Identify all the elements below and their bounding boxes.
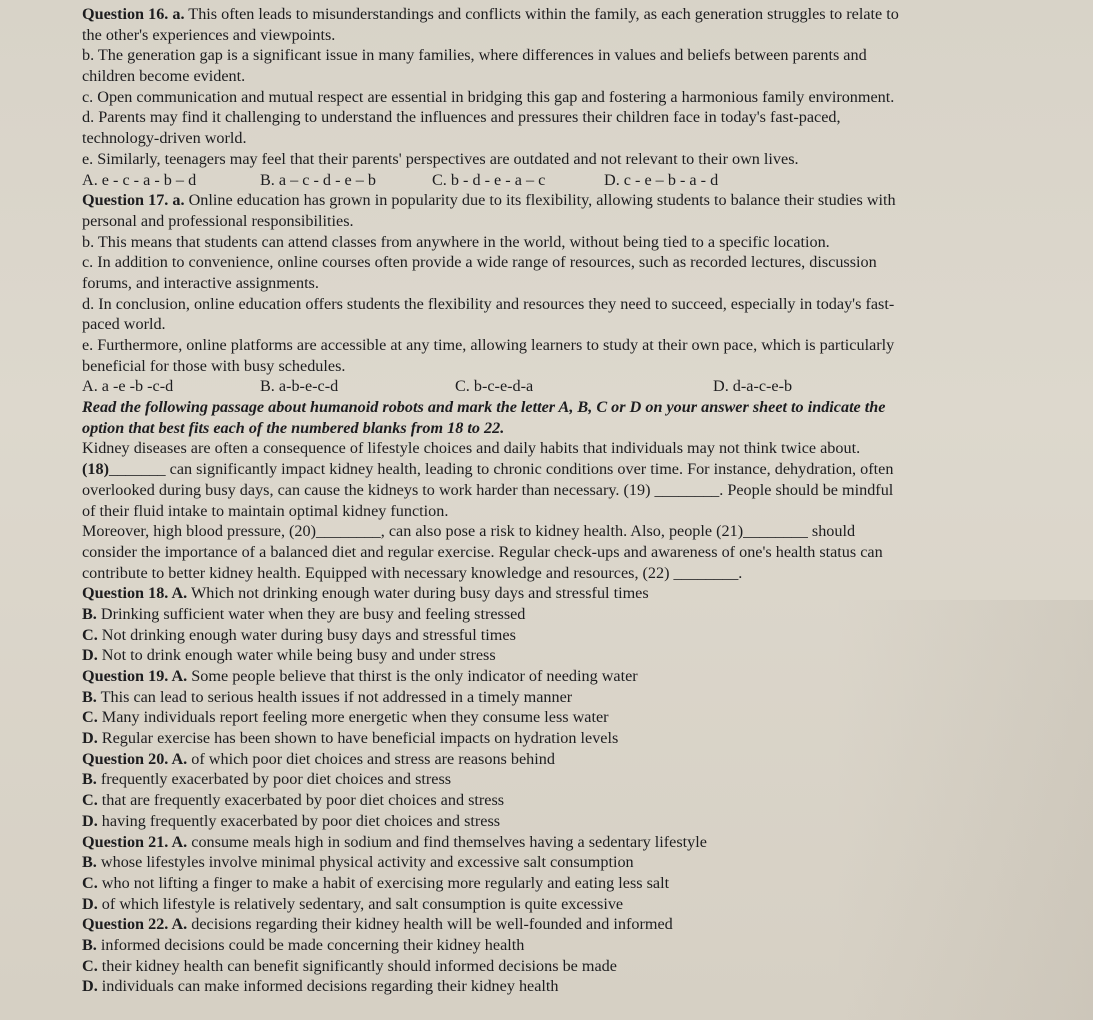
q20-option-b[interactable]: B. frequently exacerbated by poor diet choices and stress [82, 770, 452, 789]
q17-item-a-cont: personal and professional responsibilities. [82, 211, 354, 230]
question-20 [82, 749, 1082, 832]
passage-line: of their fluid intake to maintain optimal kidney function. [82, 501, 449, 520]
q17-option-b[interactable]: B. a-b-e-c-d [260, 377, 339, 396]
q20-option-d[interactable]: D. having frequently exacerbated by poor diet choices and stress [82, 811, 501, 830]
q20-option-c[interactable]: C. that are frequently exacerbated by poor diet choices and stress [82, 791, 505, 810]
q17-item-e: e. Furthermore, online platforms are accessible at any time, allowing learners to study at their own pace, which is particularly [82, 336, 895, 354]
q19-option-c[interactable]: C. Many individuals report feeling more energetic when they consume less water [82, 708, 609, 727]
question-22 [82, 914, 1082, 997]
q18-option-b[interactable]: B. Drinking sufficient water when they are busy and feeling stressed [82, 604, 526, 623]
q16-option-b[interactable]: B. a – c - d - e – b [260, 170, 376, 189]
q16-option-c[interactable]: C. b - d - e - a – c [432, 170, 546, 189]
q16-item-a-cont: the other's experiences and viewpoints. [82, 25, 336, 44]
worksheet-page [82, 4, 1082, 997]
q18-option-a[interactable]: Question 18. A. Which not drinking enough water during busy days and stressful times [82, 584, 649, 603]
q16-options [82, 170, 1082, 191]
q17-item-e-cont: beneficial for those with busy schedules. [82, 356, 346, 375]
q17-item-b: b. This means that students can attend classes from anywhere in the world, without being tied to a specific location. [82, 232, 830, 251]
question-17 [82, 190, 1082, 397]
q16-item-d: d. Parents may find it challenging to understand the influences and pressures their children face in today's fast-paced, [82, 108, 841, 127]
q21-option-d[interactable]: D. of which lifestyle is relatively sedentary, and salt consumption is quite excessive [82, 894, 624, 913]
q21-option-c[interactable]: C. who not lifting a finger to make a habit of exercising more regularly and eating less salt [82, 873, 670, 892]
question-21 [82, 832, 1082, 915]
q17-item-a: Question 17. a. Online education has grown in popularity due to its flexibility, allowing students to balance their studies with [82, 191, 896, 210]
q17-item-c: c. In addition to convenience, online courses often provide a wide range of resources, such as recorded lectures, discussion [82, 253, 877, 272]
question-18 [82, 583, 1082, 666]
q16-option-d[interactable]: D. c - e – b - a - d [604, 170, 719, 189]
q16-item-b: b. The generation gap is a significant issue in many families, where differences in values and beliefs between parents and [82, 46, 867, 65]
q16-item-b-cont: children become evident. [82, 67, 246, 86]
passage-line: Kidney diseases are often a consequence of lifestyle choices and daily habits that individuals may not think twice about. [82, 439, 861, 458]
q22-option-d[interactable]: D. individuals can make informed decisions regarding their kidney health [82, 977, 559, 996]
q16-item-a: Question 16. a. This often leads to misunderstandings and conflicts within the family, as each generation struggles to relate to [82, 5, 899, 23]
q17-options [82, 376, 1082, 397]
q17-option-a[interactable]: A. a -e -b -c-d [82, 377, 174, 396]
q19-option-b[interactable]: B. This can lead to serious health issues if not addressed in a timely manner [82, 687, 573, 706]
passage-line: consider the importance of a balanced diet and regular exercise. Regular check-ups and awareness of one's health status can [82, 542, 883, 561]
q21-option-a[interactable]: Question 21. A. consume meals high in sodium and find themselves having a sedentary lifestyle [82, 832, 707, 851]
q22-option-b[interactable]: B. informed decisions could be made concerning their kidney health [82, 935, 525, 954]
q17-item-d: d. In conclusion, online education offers students the flexibility and resources they need to succeed, especially in today's fast- [82, 294, 895, 313]
passage-line: contribute to better kidney health. Equipped with necessary knowledge and resources, (22) ________. [82, 563, 743, 582]
q18-option-d[interactable]: D. Not to drink enough water while being busy and under stress [82, 646, 496, 665]
q22-option-a[interactable]: Question 22. A. decisions regarding their kidney health will be well-founded and informed [82, 915, 673, 934]
q20-option-a[interactable]: Question 20. A. of which poor diet choices and stress are reasons behind [82, 749, 555, 768]
q16-item-d-cont: technology-driven world. [82, 129, 247, 148]
q17-item-d-cont: paced world. [82, 315, 166, 334]
passage-line: (18)_______ can significantly impact kidney health, leading to chronic conditions over time. For instance, dehydration, often [82, 460, 894, 479]
q22-option-c[interactable]: C. their kidney health can benefit significantly should informed decisions be made [82, 956, 617, 975]
passage-line: Moreover, high blood pressure, (20)________, can also pose a risk to kidney health. Also, people (21)________ should [82, 522, 856, 541]
q16-option-a[interactable]: A. e - c - a - b – d [82, 170, 197, 189]
question-19 [82, 666, 1082, 749]
q21-option-b[interactable]: B. whose lifestyles involve minimal physical activity and excessive salt consumption [82, 853, 634, 872]
instruction-line-1: Read the following passage about humanoid robots and mark the letter A, B, C or D on your answer sheet to indicate the [82, 398, 886, 417]
instruction-line-2: option that best fits each of the numbered blanks from 18 to 22. [82, 418, 505, 437]
q16-item-e: e. Similarly, teenagers may feel that their parents' perspectives are outdated and not relevant to their own lives. [82, 149, 799, 168]
q17-item-c-cont: forums, and interactive assignments. [82, 273, 319, 292]
q17-option-d[interactable]: D. d-a-c-e-b [713, 377, 793, 396]
q19-option-a[interactable]: Question 19. A. Some people believe that thirst is the only indicator of needing water [82, 667, 638, 685]
passage-line: overlooked during busy days, can cause the kidneys to work harder than necessary. (19) ________. People should be mindful [82, 480, 894, 499]
q19-option-d[interactable]: D. Regular exercise has been shown to have beneficial impacts on hydration levels [82, 729, 619, 748]
question-16 [82, 4, 1082, 190]
q17-option-c[interactable]: C. b-c-e-d-a [455, 377, 534, 396]
passage [82, 438, 1082, 583]
q16-item-c: c. Open communication and mutual respect are essential in bridging this gap and fostering a harmonious family environment. [82, 87, 895, 106]
q18-option-c[interactable]: C. Not drinking enough water during busy days and stressful times [82, 625, 516, 644]
